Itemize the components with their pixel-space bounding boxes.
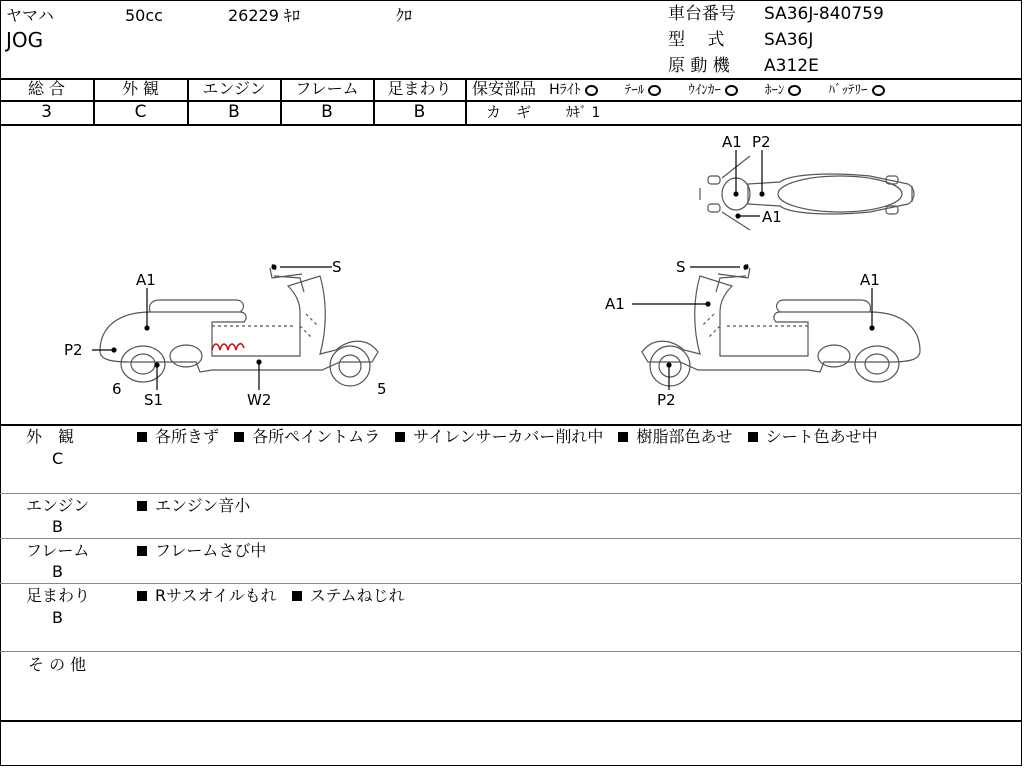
top-label-a1-bottom: A1 [762,208,782,226]
safety-item-label: ﾃｰﾙ [624,83,645,98]
divider [0,424,1022,426]
top-label-a1: A1 [722,133,742,151]
ok-circle-icon [788,85,801,96]
right-label-s: S [676,258,686,276]
note-frame-items [137,543,266,559]
note-exterior-items [137,429,878,445]
safety-item-horn [765,84,802,97]
note-item: シート色あせ中 [765,427,878,446]
ok-circle-icon [585,85,598,96]
divider [0,538,1022,539]
right-label-p2: P2 [657,391,676,409]
divider [0,583,1022,584]
frame-no: SA36J-840759 [764,4,884,24]
left-label-6: 6 [112,380,122,398]
left-label-s: S [332,258,342,276]
left-label-a1: A1 [136,271,156,289]
scooter-diagram [0,126,1022,424]
ok-circle-icon [872,85,885,96]
note-item: エンジン音小 [155,496,251,515]
note-exterior-grade: C [52,449,64,468]
bullet-square-icon [137,432,147,442]
note-exterior-category: 外 観 [26,427,75,446]
note-item: 樹脂部色あせ [636,427,733,446]
note-engine-category: エンジン [26,496,90,515]
grade-frame-label: フレーム [295,79,359,98]
key-label: カ ギ [486,103,532,121]
bullet-square-icon [618,432,628,442]
note-item: ステムねじれ [309,586,405,605]
grade-overall-label: 総 合 [27,79,66,98]
engine-label: 原 動 機 [668,56,730,76]
grade-engine-value: B [228,102,240,122]
right-label-a1-rear: A1 [860,271,880,289]
left-label-w2: W2 [247,391,272,409]
bullet-square-icon [292,591,302,601]
mileage: 26229 ｷﾛ [228,6,300,25]
grade-engine-label: エンジン [202,79,266,98]
note-item: サイレンサーカバー削れ中 [413,427,604,446]
maker: ヤマハ [6,6,54,25]
safety-item-label: ﾎｰﾝ [764,83,785,98]
left-label-p2: P2 [64,341,83,359]
note-item: 各所ペイントムラ [252,427,381,446]
frame-no-label: 車台番号 [668,4,736,24]
left-label-5: 5 [377,380,387,398]
safety-row [472,81,895,97]
note-suspension-category: 足まわり [26,586,91,605]
left-label-s1: S1 [144,391,164,409]
note-frame-category: フレーム [26,541,90,560]
ok-circle-icon [725,85,738,96]
grade-exterior-value: C [134,102,147,122]
note-other-category: そ の 他 [28,655,87,674]
note-engine-grade: B [52,517,63,536]
engine-value: A312E [764,56,819,76]
note-frame-grade: B [52,562,63,581]
ok-circle-icon [648,85,661,96]
color: ｸﾛ [396,6,413,25]
grade-suspension-label: 足まわり [387,79,452,98]
divider [465,78,467,124]
note-item: Rサスオイルもれ [155,586,277,605]
note-engine-items [137,498,250,514]
note-suspension-items [137,588,405,604]
note-suspension-grade: B [52,608,63,627]
key-value: ｶｷﾞ 1 [566,105,601,121]
damage-mark-icon [212,344,244,350]
safety-item-battery [829,84,885,97]
divider [0,651,1022,652]
top-label-p2: P2 [752,133,771,151]
grade-overall-value: 3 [41,102,52,122]
top-scooter-illustration [700,156,914,230]
right-callouts [632,265,874,390]
bullet-square-icon [234,432,244,442]
safety-item-headlight [549,83,598,97]
safety-item-label: ｳｲﾝｶｰ [688,83,721,98]
type-label: 型 式 [668,30,725,50]
displacement: 50cc [125,6,163,25]
divider [0,493,1022,494]
safety-item-winker [688,84,738,97]
safety-item-tail [625,84,662,97]
bullet-square-icon [395,432,405,442]
bullet-square-icon [748,432,758,442]
divider [0,720,1022,722]
model: JOG [6,28,44,52]
bullet-square-icon [137,546,147,556]
bullet-square-icon [137,591,147,601]
grade-frame-value: B [321,102,333,122]
grade-suspension-value: B [413,102,426,122]
note-item: フレームさび中 [155,541,267,560]
safety-item-label: Hﾗｲﾄ [549,82,581,98]
safety-title: 保安部品 [472,79,537,98]
note-item: 各所きず [155,427,220,446]
divider [466,100,1022,102]
safety-item-label: ﾊﾞｯﾃﾘｰ [828,83,868,98]
grade-exterior-label: 外 観 [121,79,160,98]
bullet-square-icon [137,501,147,511]
type-value: SA36J [764,30,814,50]
right-label-a1-front: A1 [605,295,625,313]
